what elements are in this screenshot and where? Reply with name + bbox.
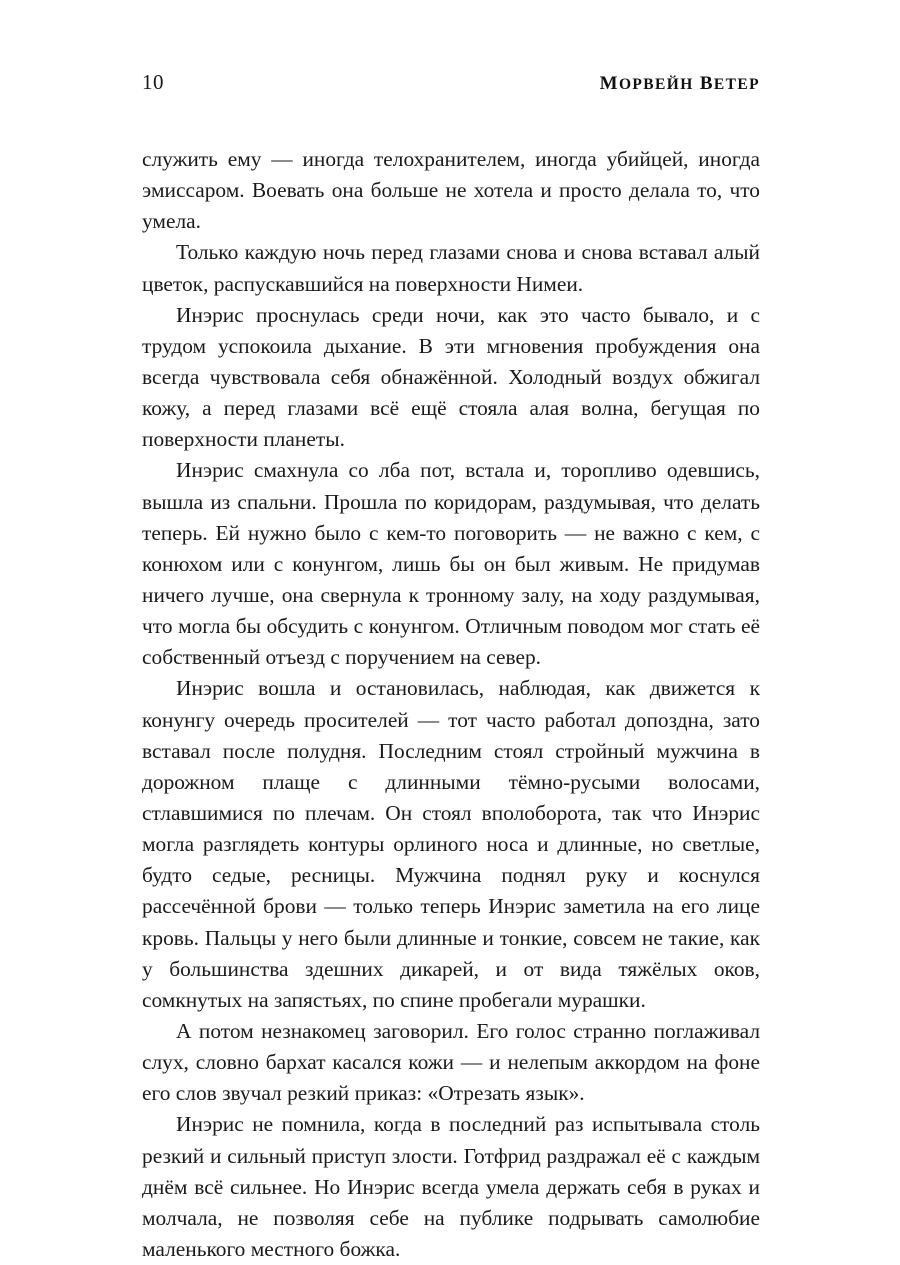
paragraph: А потом незнакомец заговорил. Его голос странно поглаживал слух, словно бархат касался кожи — и нелепым аккордом на фоне его слов звучал резкий приказ: «Отрезать язык». [142, 1018, 760, 1106]
running-head-author-initial-1: М [599, 73, 619, 94]
page-number: 10 [142, 70, 164, 94]
paragraph: Инэрис не помнила, когда в последний раз испытывала столь резкий и сильный приступ злости. Готфрид раздражал её с каждым днём всё сильнее. Но Инэрис всегда умела держать себя в руках и молчала, не позволяя себе на публике подрывать самолюбие маленького местного божка. [142, 1112, 760, 1261]
paragraph: служить ему — иногда телохранителем, иногда убийцей, иногда эмиссаром. Воевать она больше не хотела и просто делала то, что умела. [142, 147, 760, 234]
body-text [142, 144, 760, 1265]
running-head-author-rest-1: ОРВЕЙН [618, 76, 694, 93]
running-head [142, 70, 760, 100]
running-head-author-rest-2: ЕТЕР [713, 76, 760, 93]
running-head-author [600, 73, 760, 95]
running-head-author-initial-2: В [699, 73, 714, 94]
paragraph: Только каждую ночь перед глазами снова и снова вставал алый цветок, распускавшийся на поверхности Нимеи. [142, 240, 760, 296]
paragraph: Инэрис проснулась среди ночи, как это часто бывало, и с трудом успокоила дыхание. В эти мгновения пробуждения она всегда чувствовала себя обнажённой. Холодный воздух обжигал кожу, а перед глазами всё ещё стояла алая волна, бегущая по поверхности планеты. [142, 302, 760, 452]
paragraph: Инэрис смахнула со лба пот, встала и, торопливо одевшись, вышла из спальни. Прошла по коридорам, раздумывая, что делать теперь. Ей нужно было с кем-то поговорить — не важно с кем, с конюхом или с конунгом, лишь бы он был живым. Не придумав ничего лучше, она свернула к тронному залу, на ходу раздумывая, что могла бы обсудить с конунгом. Отличным поводом мог стать её собственный отъезд с поручением на север. [142, 458, 760, 670]
paragraph: Инэрис вошла и остановилась, наблюдая, как движется к конунгу очередь просителей — тот часто работал допоздна, зато вставал после полудня. Последним стоял стройный мужчина в дорожном плаще с длинными тёмно-русыми волосами, стлавшимися по плечам. Он стоял вполоборота, так что Инэрис могла разглядеть контуры орлиного носа и длинные, но светлые, будто седые, ресницы. Мужчина поднял руку и коснулся рассечённой брови — только теперь Инэрис заметила на его лице кровь. Пальцы у него были длинные и тонкие, совсем не такие, как у большинства здешних дикарей, и от вида тяжёлых оков, сомкнутых на запястьях, по спине пробегали мурашки. [142, 676, 760, 1012]
